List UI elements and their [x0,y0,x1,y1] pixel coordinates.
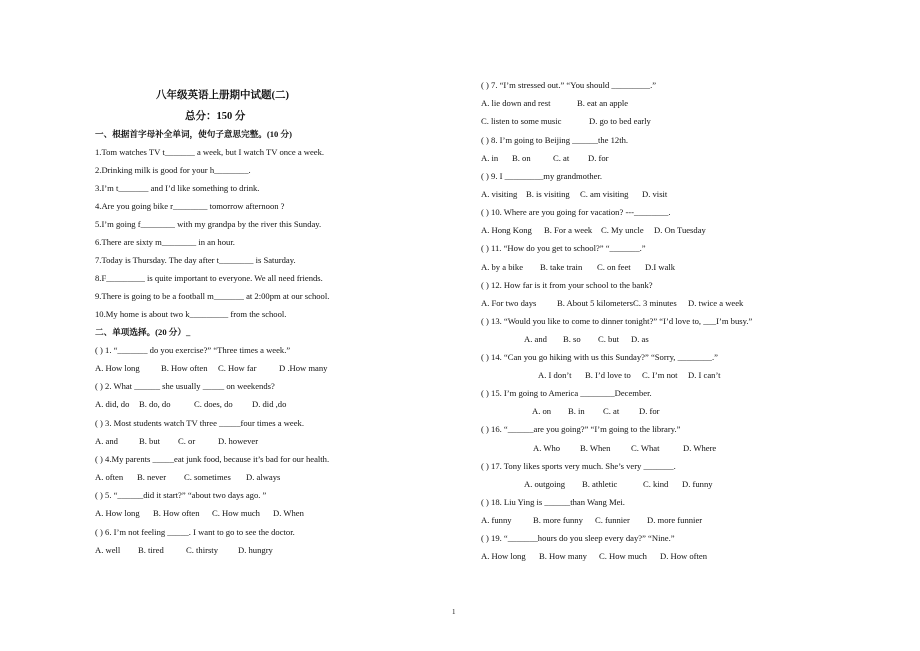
option: A. did, do [95,399,130,409]
option: A. lie down and rest [481,98,551,108]
option: C. but [598,334,620,344]
option: A. How long [95,363,140,373]
option: B. so [563,334,581,344]
option: B. When [580,443,611,453]
option: C. kind [643,479,669,489]
option: C. How much [599,551,647,561]
option: C. My uncle [601,225,644,235]
option: B. more funny [533,515,583,525]
option: A. Who [533,443,561,453]
option: D. twice a week [688,298,744,308]
question: ( ) 6. I’m not feeling _____. I want to go to see the doctor. [95,527,295,537]
option: B. in [568,406,585,416]
option: B. take train [540,262,583,272]
option: B. is visiting [526,189,570,199]
option: B. For a week [544,225,593,235]
option: B. tired [138,545,164,555]
question: ( ) 3. Most students watch TV three _____four times a week. [95,418,304,428]
option: A. by a bike [481,262,524,272]
fill-item: 3.I’m t_______ and I’d like something to drink. [95,183,260,193]
fill-item: 6.There are sixty m________ in an hour. [95,237,235,247]
option: C. on feet [597,262,631,272]
fill-item: 2.Drinking milk is good for your h________. [95,165,251,175]
option: D. always [246,472,281,482]
option: C. does, do [194,399,233,409]
option: C. sometimes [184,472,231,482]
option: D. did ,do [252,399,287,409]
option: B. How often [161,363,208,373]
section2-title: 二、单项选择。(20 分）_ [95,327,191,337]
page-number: 1 [452,608,456,616]
question: ( ) 2. What ______ she usually _____ on weekends? [95,381,275,391]
option: B. do, do [139,399,171,409]
option: C. or [178,436,196,446]
question: ( ) 10. Where are you going for vacation? ---________. [481,207,671,217]
option: D. Where [683,443,717,453]
option: C. at [553,153,570,163]
option: B. on [512,153,531,163]
question: ( ) 4.My parents _____eat junk food, because it’s bad for our health. [95,454,330,464]
section1-title: 一、根据首字母补全单词，使句子意思完整。(10 分) [95,129,292,139]
question: ( ) 17. Tony likes sports very much. She’s very _______. [481,461,676,471]
option: D .How many [279,363,328,373]
option: B. I’d love to [585,370,631,380]
fill-item: 5.I’m going f________ with my grandpa by the river this Sunday. [95,219,322,229]
option: D. go to bed early [589,116,651,126]
question: ( ) 12. How far is it from your school to the bank? [481,280,653,290]
option: C. listen to some music [481,116,562,126]
question: ( ) 11. “How do you get to school?” “_______.” [481,243,646,253]
fill-item: 8.F_________ is quite important to everyone. We all need friends. [95,273,323,283]
option: D. more funnier [647,515,703,525]
option: B. How many [539,551,587,561]
option: B. How often [153,508,200,518]
option: A. How long [95,508,140,518]
option: A. often [95,472,124,482]
total-score: 总分：150 分 [185,111,246,122]
option: A. visiting [481,189,518,199]
page-title: 八年级英语上册期中试题(二) [156,90,289,101]
question: ( ) 13. “Would you like to come to dinner tonight?” “I’d love to, ___I’m busy.” [481,316,753,326]
option: D. visit [642,189,668,199]
fill-item: 1.Tom watches TV t_______ a week, but I watch TV once a week. [95,147,325,157]
option: A. funny [481,515,512,525]
option: D. I can’t [688,370,721,380]
option: A. How long [481,551,526,561]
option: D. for [639,406,660,416]
option: D. funny [682,479,713,489]
option: A. For two days [481,298,537,308]
option: A. and [95,436,118,446]
option: A. on [532,406,552,416]
option: D. When [273,508,304,518]
question: ( ) 18. Liu Ying is ______than Wang Mei. [481,497,625,507]
fill-item: 9.There is going to be a football m_______ at 2:00pm at our school. [95,291,330,301]
option: C. What [631,443,660,453]
option: B. athletic [582,479,618,489]
option: C. am visiting [580,189,629,199]
option: D. On Tuesday [654,225,706,235]
option: C. How much [212,508,260,518]
fill-item: 4.Are you going bike r________ tomorrow afternoon ? [95,201,285,211]
option: C. I’m not [642,370,678,380]
option: A. in [481,153,499,163]
option: A. I don’t [538,370,572,380]
question: ( ) 8. I’m going to Beijing ______the 12th. [481,135,629,145]
option: B. never [137,472,167,482]
question: ( ) 7. “I’m stressed out.” “You should _________.” [481,80,657,90]
option: A. and [524,334,547,344]
option: D. however [218,436,259,446]
option: D. How often [660,551,708,561]
question: ( ) 5. “______did it start?” “about two days ago. ” [95,490,267,500]
option: C. at [603,406,620,416]
question: ( ) 1. “_______ do you exercise?” “Three times a week.” [95,345,291,355]
fill-item: 7.Today is Thursday. The day after t________ is Saturday. [95,255,296,265]
option: D.I walk [645,262,676,272]
question: ( ) 9. I _________my grandmother. [481,171,603,181]
option: B. eat an apple [577,98,629,108]
option: D. for [588,153,609,163]
option: C. funnier [595,515,630,525]
question: ( ) 16. “______are you going?” “I’m going to the library.” [481,424,681,434]
option: B. but [139,436,161,446]
option: D. as [631,334,649,344]
question: ( ) 14. “Can you go hiking with us this Sunday?” “Sorry, ________.” [481,352,718,362]
option: C. How far [218,363,257,373]
option: C. 3 minutes [633,298,677,308]
option: D. hungry [238,545,273,555]
question: ( ) 15. I’m going to America ________December. [481,388,652,398]
option: A. outgoing [524,479,566,489]
option: A. well [95,545,121,555]
option: B. About 5 kilometers [557,298,633,308]
option: C. thirsty [186,545,218,555]
fill-item: 10.My home is about two k_________ from the school. [95,309,287,319]
question: ( ) 19. “_______hours do you sleep every day?” “Nine.” [481,533,675,543]
option: A. Hong Kong [481,225,532,235]
